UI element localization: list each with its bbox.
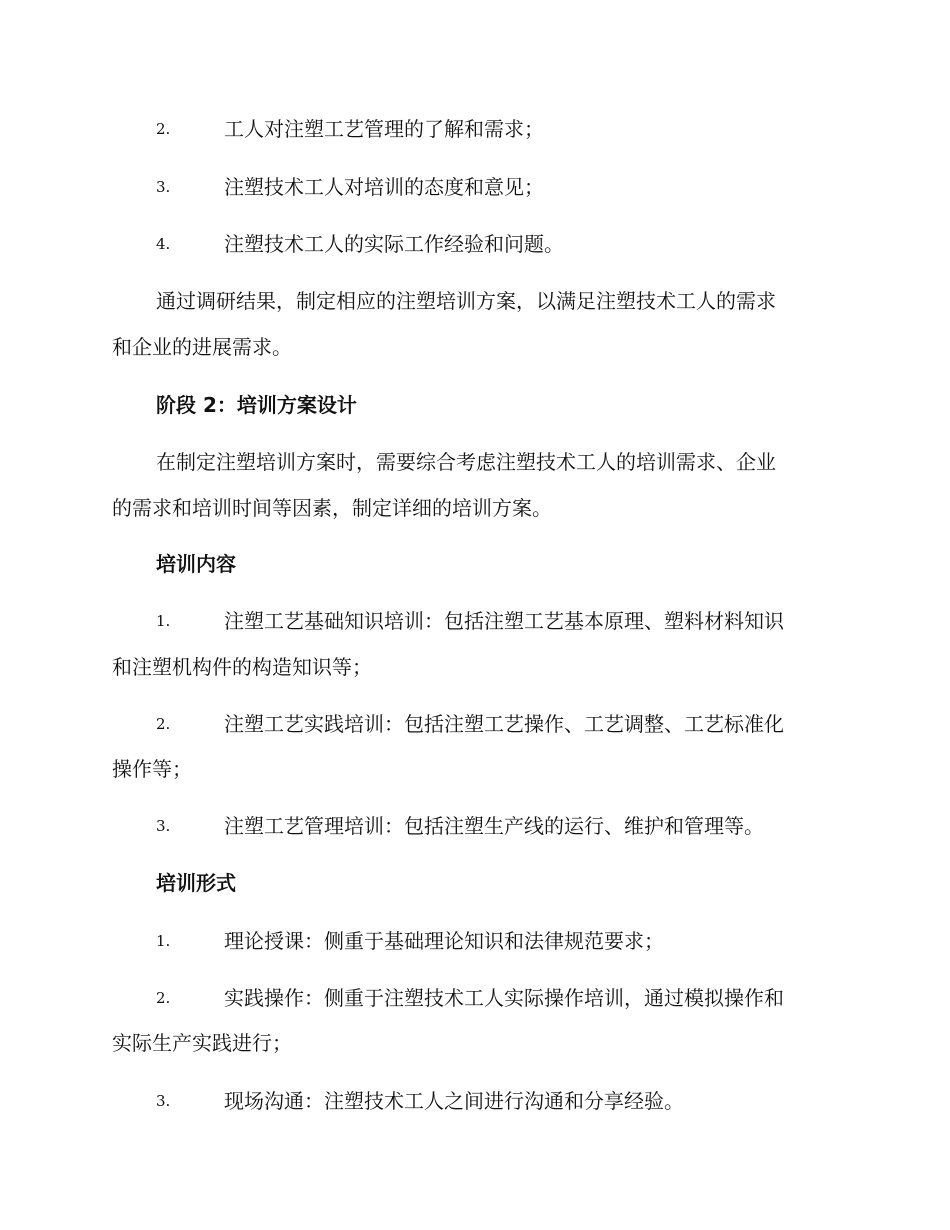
paragraph-line: 和企业的进展需求。 — [112, 335, 292, 359]
subsection-heading: 培训内容 — [156, 552, 236, 576]
list-item-text: 注塑工艺基础知识培训：包括注塑工艺基本原理、塑料材料知识 — [224, 609, 784, 633]
list-number: 4. — [156, 235, 171, 253]
list-item-text: 和注塑机构件的构造知识等； — [112, 655, 372, 679]
list-number: 1. — [156, 932, 171, 950]
list-number: 3. — [156, 817, 171, 835]
list-number: 1. — [156, 612, 171, 630]
list-number: 3. — [156, 1092, 171, 1110]
intro-paragraph — [112, 449, 832, 521]
paragraph-line: 在制定注塑培训方案时，需要综合考虑注塑技术工人的培训需求、企业 — [156, 450, 776, 474]
list-item-text: 实际生产实践进行； — [112, 1031, 292, 1055]
list-item-text: 理论授课：侧重于基础理论知识和法律规范要求； — [224, 929, 664, 953]
paragraph-line: 的需求和培训时间等因素，制定详细的培训方案。 — [112, 496, 552, 520]
list-item-text: 注塑技术工人的实际工作经验和问题。 — [224, 232, 564, 256]
list-number: 2. — [156, 715, 171, 733]
list-number: 2. — [156, 989, 171, 1007]
subsection-heading: 培训形式 — [156, 871, 236, 895]
list-item-text: 现场沟通：注塑技术工人之间进行沟通和分享经验。 — [224, 1089, 684, 1113]
list-item-text: 实践操作：侧重于注塑技术工人实际操作培训，通过模拟操作和 — [224, 986, 784, 1010]
list-item-text: 工人对注塑工艺管理的了解和需求； — [224, 117, 544, 141]
paragraph-line: 通过调研结果，制定相应的注塑培训方案，以满足注塑技术工人的需求 — [156, 289, 776, 313]
list-number: 2. — [156, 120, 171, 138]
list-item-text: 注塑工艺实践培训：包括注塑工艺操作、工艺调整、工艺标准化 — [224, 712, 784, 736]
list-item-text: 注塑技术工人对培训的态度和意见； — [224, 175, 544, 199]
list-number: 3. — [156, 178, 171, 196]
list-item-text: 注塑工艺管理培训：包括注塑生产线的运行、维护和管理等。 — [224, 814, 764, 838]
section-heading: 阶段 2：培训方案设计 — [156, 393, 357, 417]
conclusion-paragraph — [112, 288, 832, 360]
list-item-text: 操作等； — [112, 757, 192, 781]
